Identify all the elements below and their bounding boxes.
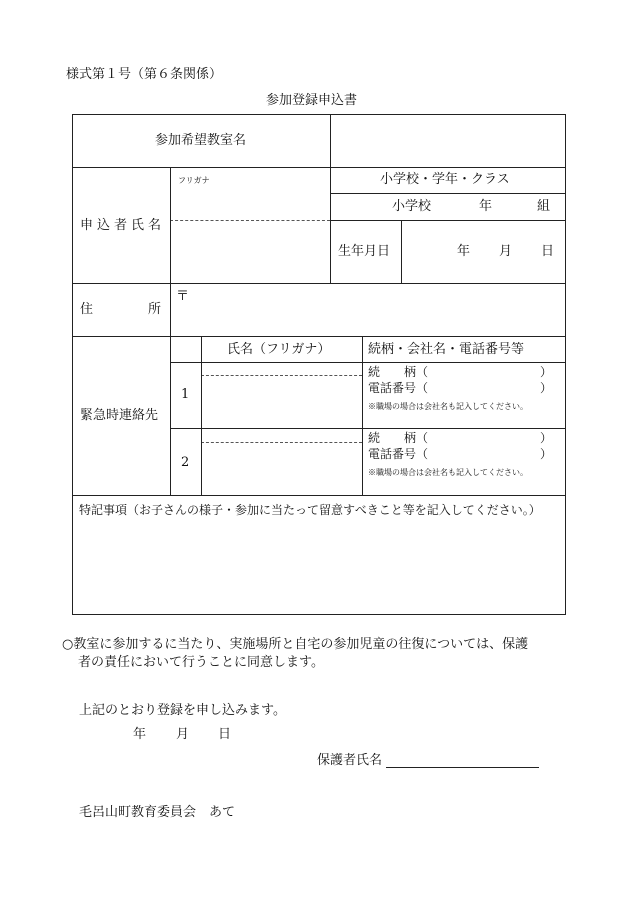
contact-2-note: ※職場の場合は会社名も記入してください。 bbox=[368, 468, 528, 477]
contact-1-name-field[interactable] bbox=[205, 378, 358, 424]
contact-2-phone-close: ） bbox=[540, 447, 553, 461]
emergency-label: 緊急時連絡先 bbox=[80, 408, 159, 423]
postal-mark: 〒 bbox=[176, 289, 190, 304]
address-field[interactable] bbox=[195, 288, 560, 332]
apply-text: 上記のとおり登録を申し込みます。 bbox=[79, 703, 286, 718]
date-month-unit: 月 bbox=[176, 727, 190, 742]
dob-day-unit: 日 bbox=[541, 244, 555, 259]
guardian-name-line[interactable] bbox=[386, 753, 539, 768]
contact-2-name-field[interactable] bbox=[205, 445, 358, 491]
dob-label: 生年月日 bbox=[338, 244, 391, 259]
class-unit: 組 bbox=[537, 199, 551, 214]
date-year-unit: 年 bbox=[133, 727, 147, 742]
emergency-relation-header: 続柄・会社名・電話番号等 bbox=[368, 342, 525, 357]
contact-2-number: 2 bbox=[181, 455, 190, 470]
grade-unit: 年 bbox=[479, 199, 493, 214]
consent-text-2: 者の責任において行うことに同意します。 bbox=[78, 655, 324, 670]
address-label-1: 住 bbox=[80, 302, 94, 317]
address-label-2: 所 bbox=[148, 302, 162, 317]
contact-2-phone-label: 電話番号（ bbox=[368, 447, 429, 461]
notes-field[interactable] bbox=[78, 522, 560, 610]
guardian-label: 保護者氏名 bbox=[317, 753, 383, 768]
contact-1-relation-label: 続 柄（ bbox=[368, 365, 429, 379]
contact-1-note: ※職場の場合は会社名も記入してください。 bbox=[368, 402, 528, 411]
contact-1-phone-close: ） bbox=[540, 381, 553, 395]
school-header: 小学校・学年・クラス bbox=[380, 172, 510, 187]
classroom-label: 参加希望教室名 bbox=[155, 133, 247, 148]
dob-year-unit: 年 bbox=[457, 244, 471, 259]
contact-2-furigana-field[interactable] bbox=[205, 430, 358, 440]
form-title: 参加登録申込書 bbox=[266, 93, 358, 108]
consent-text: ○教室に参加するに当たり、実施場所と自宅の参加児童の往復については、保護 bbox=[62, 637, 529, 652]
form-number: 様式第１号（第６条関係） bbox=[66, 67, 223, 82]
contact-1-phone-label: 電話番号（ bbox=[368, 381, 429, 395]
classroom-field[interactable] bbox=[336, 133, 560, 149]
furigana-field[interactable] bbox=[175, 188, 325, 216]
applicant-label: 申込者氏名 bbox=[80, 218, 166, 233]
notes-label: 特記事項（お子さんの様子・参加に当たって留意すべきこと等を記入してください。） bbox=[79, 503, 541, 517]
contact-1-number: 1 bbox=[181, 387, 190, 402]
contact-2-relation-close: ） bbox=[540, 431, 553, 445]
contact-2-relation-label: 続 柄（ bbox=[368, 431, 429, 445]
emergency-name-header: 氏名（フリガナ） bbox=[227, 342, 331, 357]
addressee: 毛呂山町教育委員会 あて bbox=[79, 805, 236, 820]
school-unit: 小学校 bbox=[392, 199, 432, 214]
applicant-name-field[interactable] bbox=[175, 226, 325, 278]
contact-1-furigana-field[interactable] bbox=[205, 364, 358, 374]
date-day-unit: 日 bbox=[218, 727, 232, 742]
contact-1-relation-close: ） bbox=[540, 365, 553, 379]
furigana-label: フリガナ bbox=[178, 176, 210, 185]
dob-month-unit: 月 bbox=[499, 244, 513, 259]
